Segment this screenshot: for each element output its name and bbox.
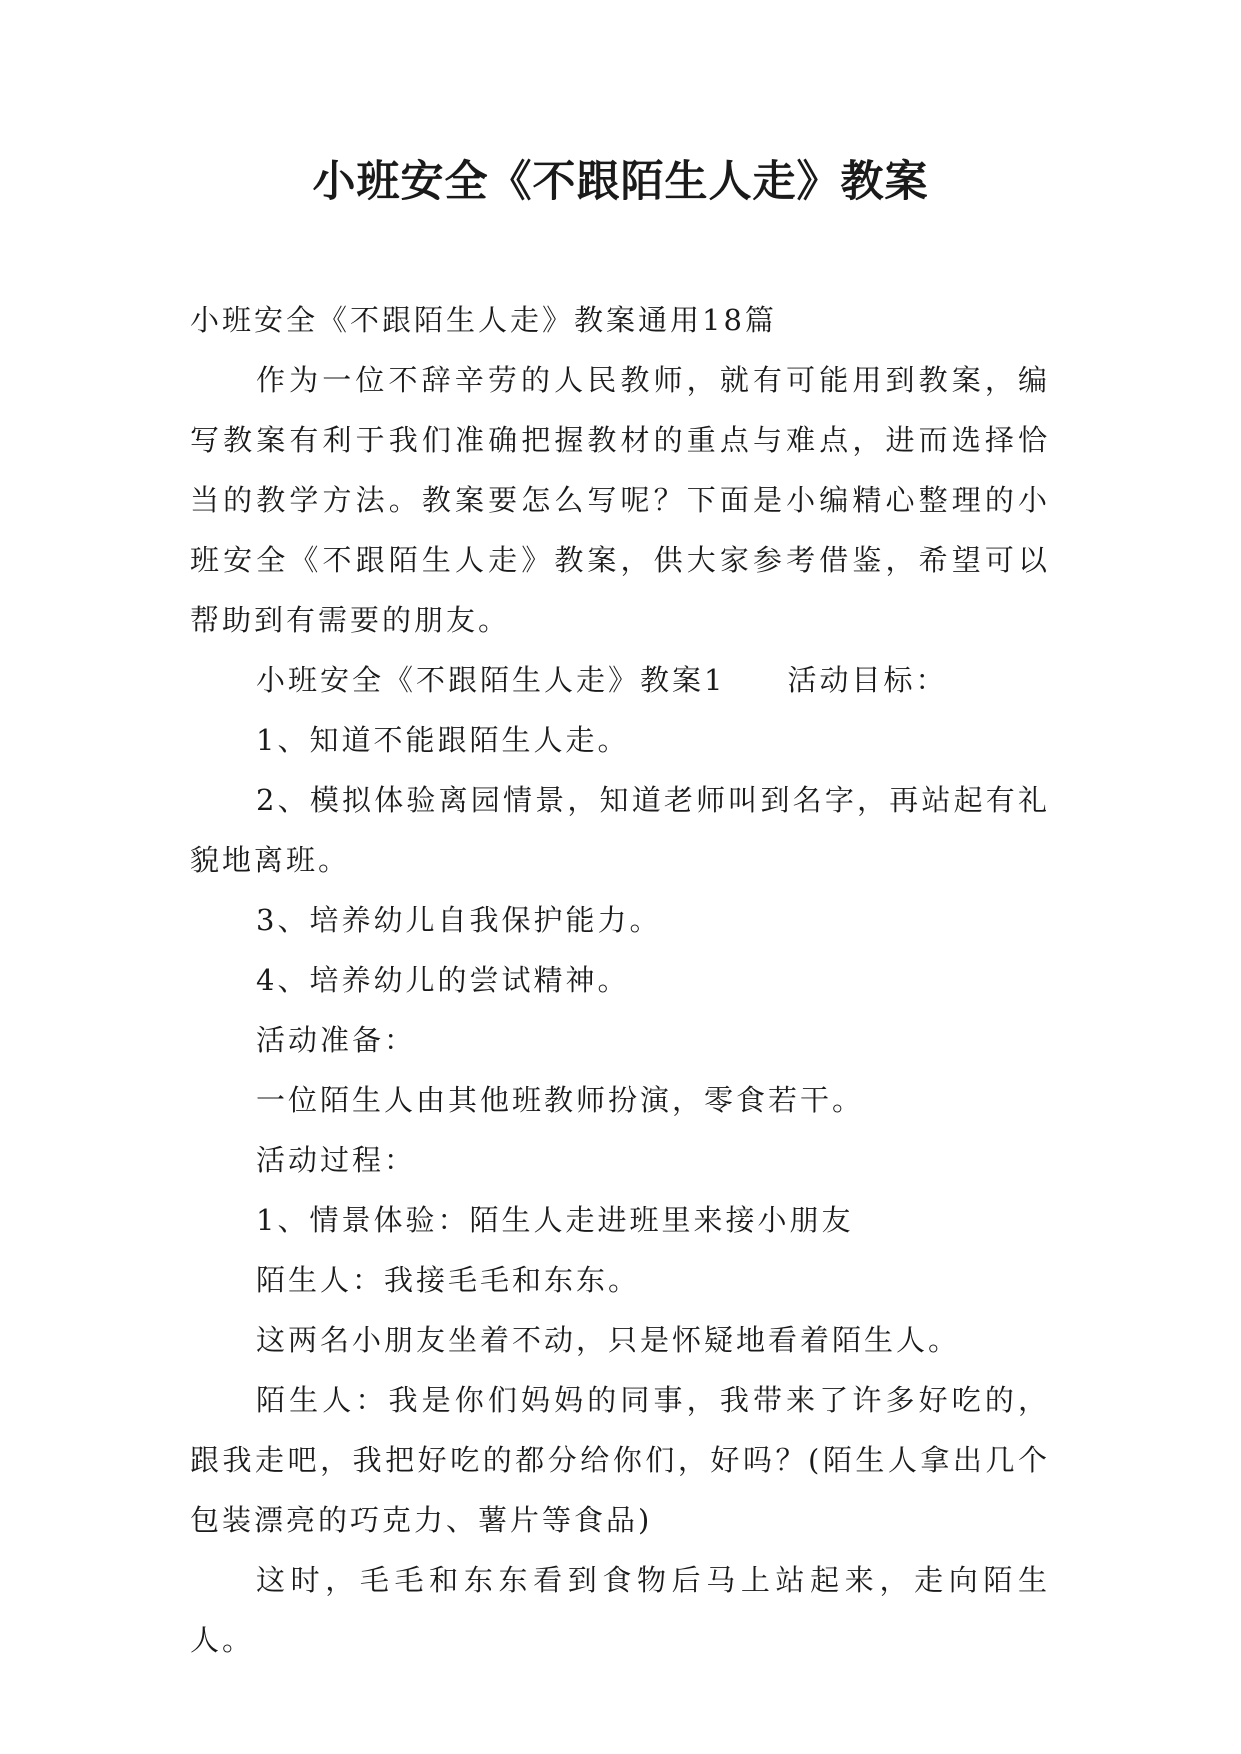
process-item: 陌生人：我接毛毛和东东。 [256, 1263, 641, 1297]
process-item: 陌生人：我是你们妈妈的同事，我带来了许多好吃的，跟我走吧，我把好吃的都分给你们，好吗？(陌生人拿出几个包装漂亮的巧克力、薯片等食品) [190, 1383, 1050, 1537]
process-item: 这时，毛毛和东东看到食物后马上站起来，走向陌生人。 [190, 1563, 1050, 1657]
process-item: 1、情景体验：陌生人走进班里来接小朋友 [256, 1203, 854, 1237]
document-title: 小班安全《不跟陌生人走》教案 [312, 157, 929, 207]
goal-item: 1、知道不能跟陌生人走。 [256, 723, 630, 757]
document-subtitle: 小班安全《不跟陌生人走》教案通用18篇 [190, 303, 777, 337]
goal-item: 4、培养幼儿的尝试精神。 [256, 963, 630, 997]
process-item: 这两名小朋友坐着不动，只是怀疑地看着陌生人。 [256, 1323, 961, 1357]
process-label: 活动过程： [256, 1143, 417, 1177]
prep-text: 一位陌生人由其他班教师扮演，零食若干。 [256, 1083, 865, 1117]
goal-label: 活动目标： [787, 663, 948, 697]
intro-paragraph: 作为一位不辞辛劳的人民教师，就有可能用到教案，编写教案有利于我们准确把握教材的重点与难点，进而选择恰当的教学方法。教案要怎么写呢？下面是小编精心整理的小班安全《不跟陌生人走》教案，供大家参考借鉴，希望可以帮助到有需要的朋友。 [190, 363, 1050, 637]
prep-label: 活动准备： [256, 1023, 417, 1057]
goal-item: 3、培养幼儿自我保护能力。 [256, 903, 662, 937]
document-body [190, 290, 1050, 1670]
section-heading: 小班安全《不跟陌生人走》教案1 [256, 663, 726, 697]
goal-item: 2、模拟体验离园情景，知道老师叫到名字，再站起有礼貌地离班。 [190, 783, 1050, 877]
section-heading-line [190, 650, 1050, 710]
